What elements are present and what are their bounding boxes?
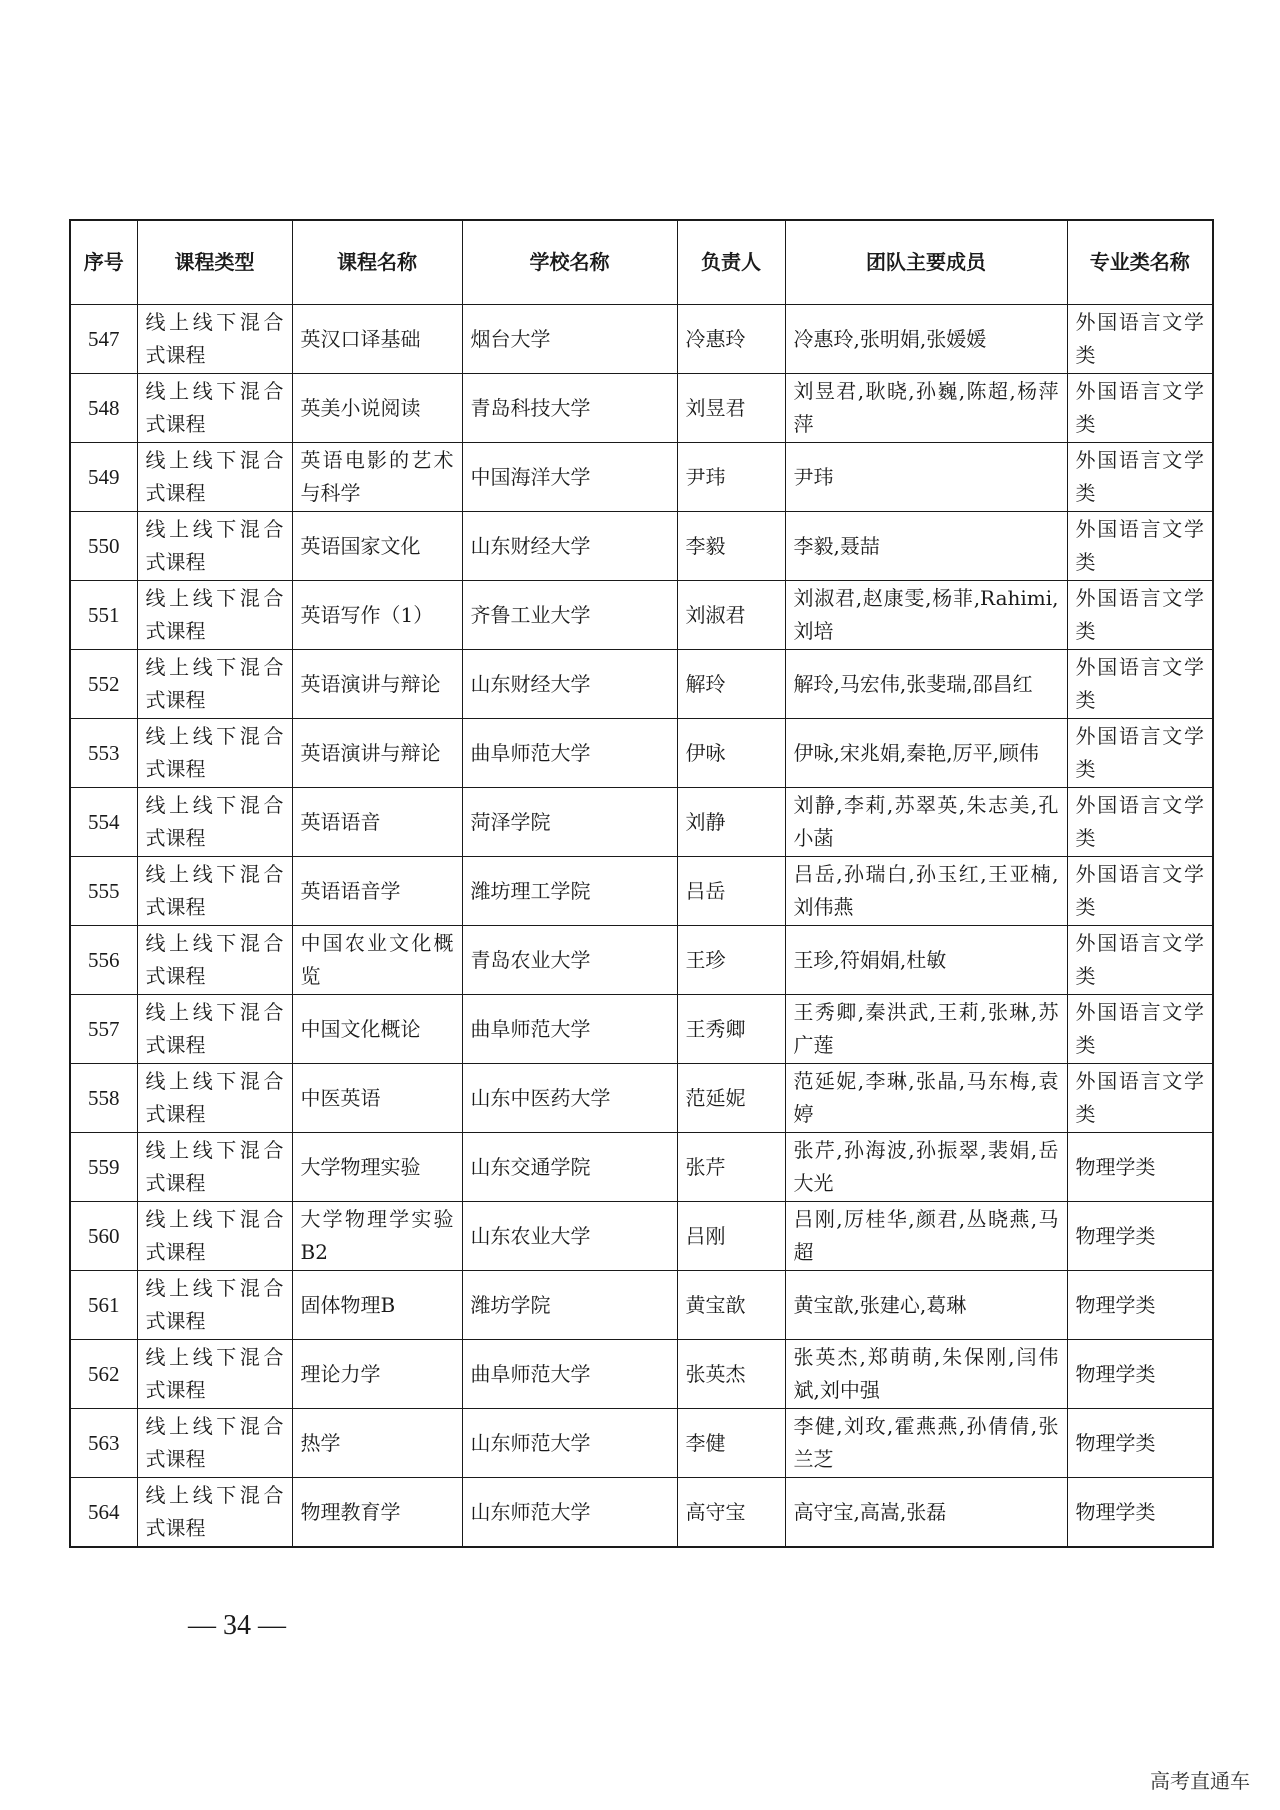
school-name-cell: 菏泽学院 [462,788,677,857]
header-course-name: 课程名称 [292,220,462,305]
leader-cell: 李毅 [677,512,785,581]
course-type-cell: 线上线下混合式课程 [137,719,292,788]
team-members-cell: 黄宝歆,张建心,葛琳 [785,1271,1067,1340]
table-row [70,650,1213,719]
team-members-cell: 伊咏,宋兆娟,秦艳,厉平,顾伟 [785,719,1067,788]
serial-cell: 552 [70,650,137,719]
table-body [70,305,1213,1548]
major-category-cell: 物理学类 [1067,1409,1213,1478]
serial-cell: 555 [70,857,137,926]
school-name-cell: 青岛农业大学 [462,926,677,995]
school-name-cell: 山东中医药大学 [462,1064,677,1133]
serial-cell: 563 [70,1409,137,1478]
team-members-cell: 范延妮,李琳,张晶,马东梅,袁婷 [785,1064,1067,1133]
course-name-cell: 中国文化概论 [292,995,462,1064]
serial-cell: 564 [70,1478,137,1548]
leader-cell: 刘淑君 [677,581,785,650]
school-name-cell: 山东交通学院 [462,1133,677,1202]
course-type-cell: 线上线下混合式课程 [137,1340,292,1409]
serial-cell: 558 [70,1064,137,1133]
leader-cell: 张芹 [677,1133,785,1202]
school-name-cell: 潍坊学院 [462,1271,677,1340]
leader-cell: 高守宝 [677,1478,785,1548]
course-name-cell: 英语演讲与辩论 [292,650,462,719]
school-name-cell: 山东财经大学 [462,650,677,719]
course-name-cell: 大学物理实验 [292,1133,462,1202]
table-row [70,1271,1213,1340]
school-name-cell: 山东财经大学 [462,512,677,581]
course-type-cell: 线上线下混合式课程 [137,1478,292,1548]
major-category-cell: 外国语言文学类 [1067,926,1213,995]
major-category-cell: 物理学类 [1067,1478,1213,1548]
table-row [70,857,1213,926]
leader-cell: 吕岳 [677,857,785,926]
major-category-cell: 物理学类 [1067,1271,1213,1340]
table-row [70,788,1213,857]
course-name-cell: 英语演讲与辩论 [292,719,462,788]
course-name-cell: 英语写作（1） [292,581,462,650]
serial-cell: 561 [70,1271,137,1340]
serial-cell: 548 [70,374,137,443]
serial-cell: 547 [70,305,137,374]
team-members-cell: 高守宝,高嵩,张磊 [785,1478,1067,1548]
table-row [70,1133,1213,1202]
major-category-cell: 外国语言文学类 [1067,305,1213,374]
course-type-cell: 线上线下混合式课程 [137,374,292,443]
course-type-cell: 线上线下混合式课程 [137,512,292,581]
leader-cell: 解玲 [677,650,785,719]
team-members-cell: 吕岳,孙瑞白,孙玉红,王亚楠,刘伟燕 [785,857,1067,926]
serial-cell: 557 [70,995,137,1064]
major-category-cell: 外国语言文学类 [1067,512,1213,581]
header-school-name: 学校名称 [462,220,677,305]
course-type-cell: 线上线下混合式课程 [137,1202,292,1271]
leader-cell: 李健 [677,1409,785,1478]
major-category-cell: 外国语言文学类 [1067,788,1213,857]
school-name-cell: 曲阜师范大学 [462,719,677,788]
table-row [70,443,1213,512]
course-type-cell: 线上线下混合式课程 [137,443,292,512]
course-name-cell: 中医英语 [292,1064,462,1133]
table-row [70,995,1213,1064]
serial-cell: 560 [70,1202,137,1271]
course-type-cell: 线上线下混合式课程 [137,581,292,650]
serial-cell: 550 [70,512,137,581]
table-row [70,1340,1213,1409]
school-name-cell: 山东师范大学 [462,1409,677,1478]
course-type-cell: 线上线下混合式课程 [137,857,292,926]
header-major-category: 专业类名称 [1067,220,1213,305]
major-category-cell: 外国语言文学类 [1067,995,1213,1064]
course-name-cell: 英语国家文化 [292,512,462,581]
major-category-cell: 外国语言文学类 [1067,443,1213,512]
table-row [70,719,1213,788]
table-row [70,926,1213,995]
school-name-cell: 烟台大学 [462,305,677,374]
course-type-cell: 线上线下混合式课程 [137,995,292,1064]
page-number: — 34 — [188,1610,286,1641]
leader-cell: 刘昱君 [677,374,785,443]
school-name-cell: 齐鲁工业大学 [462,581,677,650]
serial-cell: 556 [70,926,137,995]
major-category-cell: 外国语言文学类 [1067,857,1213,926]
table-header-row [70,220,1213,305]
header-leader: 负责人 [677,220,785,305]
leader-cell: 伊咏 [677,719,785,788]
leader-cell: 范延妮 [677,1064,785,1133]
major-category-cell: 物理学类 [1067,1202,1213,1271]
team-members-cell: 尹玮 [785,443,1067,512]
serial-cell: 551 [70,581,137,650]
major-category-cell: 外国语言文学类 [1067,1064,1213,1133]
leader-cell: 吕刚 [677,1202,785,1271]
school-name-cell: 山东师范大学 [462,1478,677,1548]
course-name-cell: 固体物理B [292,1271,462,1340]
team-members-cell: 王秀卿,秦洪武,王莉,张琳,苏广莲 [785,995,1067,1064]
header-course-type: 课程类型 [137,220,292,305]
major-category-cell: 外国语言文学类 [1067,719,1213,788]
major-category-cell: 物理学类 [1067,1133,1213,1202]
header-serial: 序号 [70,220,137,305]
table-row [70,581,1213,650]
school-name-cell: 青岛科技大学 [462,374,677,443]
watermark: 高考直通车 [1150,1769,1250,1793]
course-type-cell: 线上线下混合式课程 [137,926,292,995]
team-members-cell: 冷惠玲,张明娟,张媛媛 [785,305,1067,374]
major-category-cell: 外国语言文学类 [1067,650,1213,719]
course-name-cell: 英美小说阅读 [292,374,462,443]
leader-cell: 张英杰 [677,1340,785,1409]
course-type-cell: 线上线下混合式课程 [137,1064,292,1133]
table-row [70,1478,1213,1548]
course-name-cell: 热学 [292,1409,462,1478]
table-row [70,512,1213,581]
team-members-cell: 刘淑君,赵康雯,杨菲,Rahimi,刘培 [785,581,1067,650]
team-members-cell: 刘静,李莉,苏翠英,朱志美,孔小菡 [785,788,1067,857]
school-name-cell: 曲阜师范大学 [462,1340,677,1409]
course-type-cell: 线上线下混合式课程 [137,1409,292,1478]
major-category-cell: 物理学类 [1067,1340,1213,1409]
serial-cell: 562 [70,1340,137,1409]
course-name-cell: 英语电影的艺术与科学 [292,443,462,512]
school-name-cell: 潍坊理工学院 [462,857,677,926]
leader-cell: 黄宝歆 [677,1271,785,1340]
major-category-cell: 外国语言文学类 [1067,374,1213,443]
team-members-cell: 解玲,马宏伟,张斐瑞,邵昌红 [785,650,1067,719]
course-type-cell: 线上线下混合式课程 [137,1271,292,1340]
team-members-cell: 张英杰,郑萌萌,朱保刚,闫伟斌,刘中强 [785,1340,1067,1409]
serial-cell: 553 [70,719,137,788]
course-name-cell: 英汉口译基础 [292,305,462,374]
course-type-cell: 线上线下混合式课程 [137,1133,292,1202]
serial-cell: 559 [70,1133,137,1202]
header-team-members: 团队主要成员 [785,220,1067,305]
course-table [69,219,1214,1548]
course-name-cell: 理论力学 [292,1340,462,1409]
leader-cell: 冷惠玲 [677,305,785,374]
course-type-cell: 线上线下混合式课程 [137,788,292,857]
leader-cell: 尹玮 [677,443,785,512]
leader-cell: 王珍 [677,926,785,995]
course-name-cell: 物理教育学 [292,1478,462,1548]
course-type-cell: 线上线下混合式课程 [137,650,292,719]
course-name-cell: 中国农业文化概览 [292,926,462,995]
serial-cell: 554 [70,788,137,857]
team-members-cell: 李健,刘玫,霍燕燕,孙倩倩,张兰芝 [785,1409,1067,1478]
table-row [70,305,1213,374]
table-row [70,1409,1213,1478]
team-members-cell: 刘昱君,耿晓,孙巍,陈超,杨萍萍 [785,374,1067,443]
serial-cell: 549 [70,443,137,512]
course-name-cell: 大学物理学实验B2 [292,1202,462,1271]
team-members-cell: 吕刚,厉桂华,颜君,丛晓燕,马超 [785,1202,1067,1271]
major-category-cell: 外国语言文学类 [1067,581,1213,650]
school-name-cell: 山东农业大学 [462,1202,677,1271]
course-name-cell: 英语语音学 [292,857,462,926]
table-row [70,1064,1213,1133]
leader-cell: 刘静 [677,788,785,857]
team-members-cell: 王珍,符娟娟,杜敏 [785,926,1067,995]
team-members-cell: 李毅,聂喆 [785,512,1067,581]
table-row [70,1202,1213,1271]
team-members-cell: 张芹,孙海波,孙振翠,裴娟,岳大光 [785,1133,1067,1202]
course-name-cell: 英语语音 [292,788,462,857]
leader-cell: 王秀卿 [677,995,785,1064]
course-type-cell: 线上线下混合式课程 [137,305,292,374]
school-name-cell: 曲阜师范大学 [462,995,677,1064]
school-name-cell: 中国海洋大学 [462,443,677,512]
table-row [70,374,1213,443]
